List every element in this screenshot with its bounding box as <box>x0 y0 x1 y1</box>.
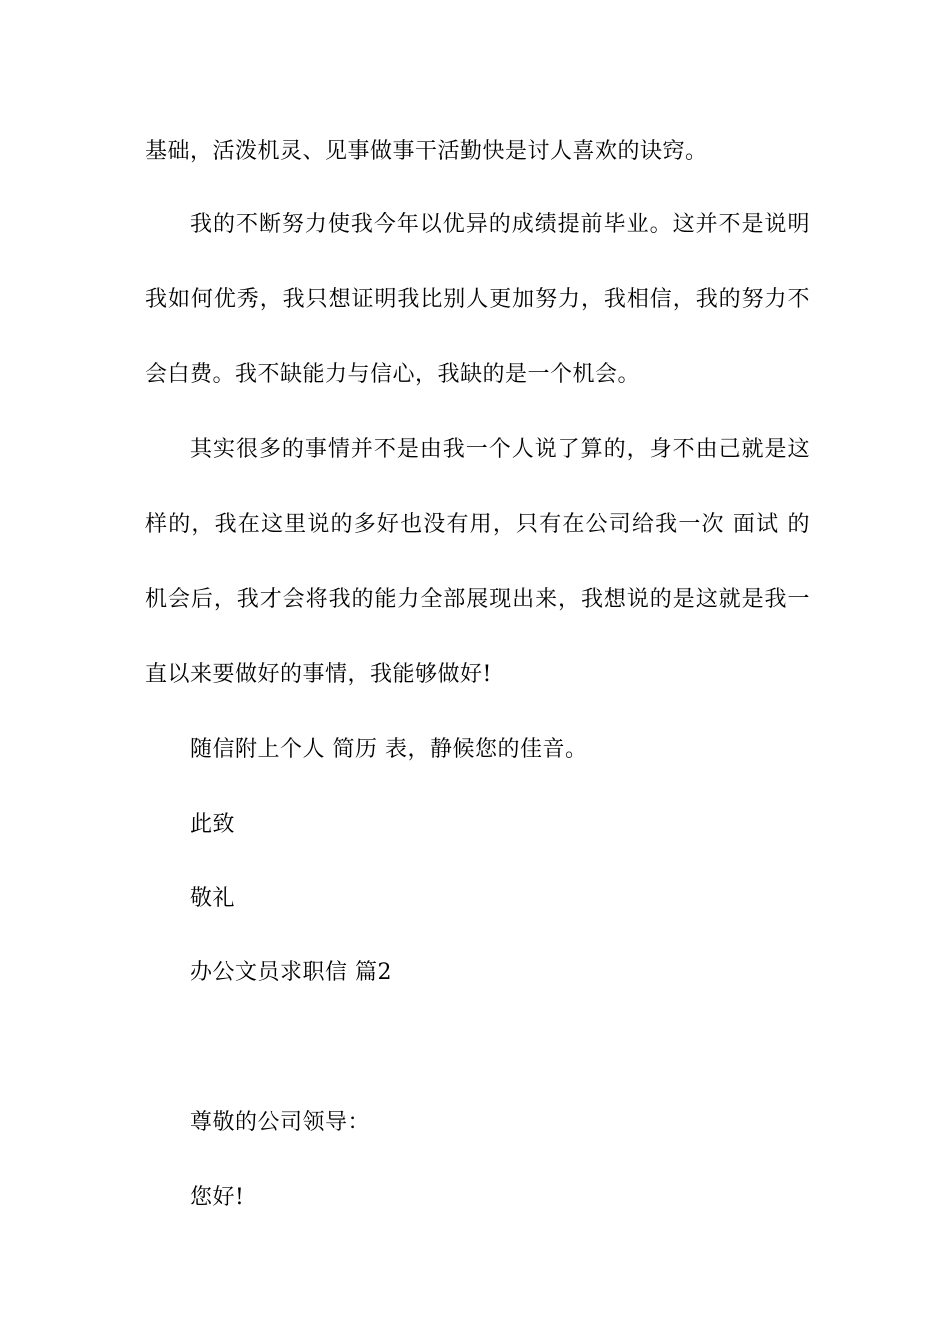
paragraph-line: 样的，我在这里说的多好也没有用，只有在公司给我一次 面试 的 <box>145 512 810 537</box>
paragraph-line: 我如何优秀，我只想证明我比别人更加努力，我相信，我的努力不 <box>145 287 810 312</box>
paragraph-line: 直以来要做好的事情，我能够做好! <box>145 662 492 687</box>
paragraph-line: 其实很多的事情并不是由我一个人说了算的，身不由己就是这 <box>190 437 810 462</box>
paragraph-line: 基础，活泼机灵、见事做事干活勤快是讨人喜欢的诀窍。 <box>145 139 708 164</box>
paragraph-line: 机会后，我才会将我的能力全部展现出来，我想说的是这就是我一 <box>145 587 810 612</box>
paragraph-line: 我的不断努力使我今年以优异的成绩提前毕业。这并不是说明 <box>190 212 810 237</box>
closing-line: 此致 <box>190 812 236 837</box>
salutation-line: 尊敬的公司领导： <box>190 1110 371 1135</box>
paragraph-line: 会白费。我不缺能力与信心，我缺的是一个机会。 <box>145 362 641 387</box>
closing-line: 敬礼 <box>190 886 236 911</box>
section-heading: 办公文员求职信 篇2 <box>190 960 392 985</box>
greeting-line: 您好! <box>190 1185 245 1210</box>
paragraph-line: 随信附上个人 简历 表，静候您的佳音。 <box>190 737 588 762</box>
